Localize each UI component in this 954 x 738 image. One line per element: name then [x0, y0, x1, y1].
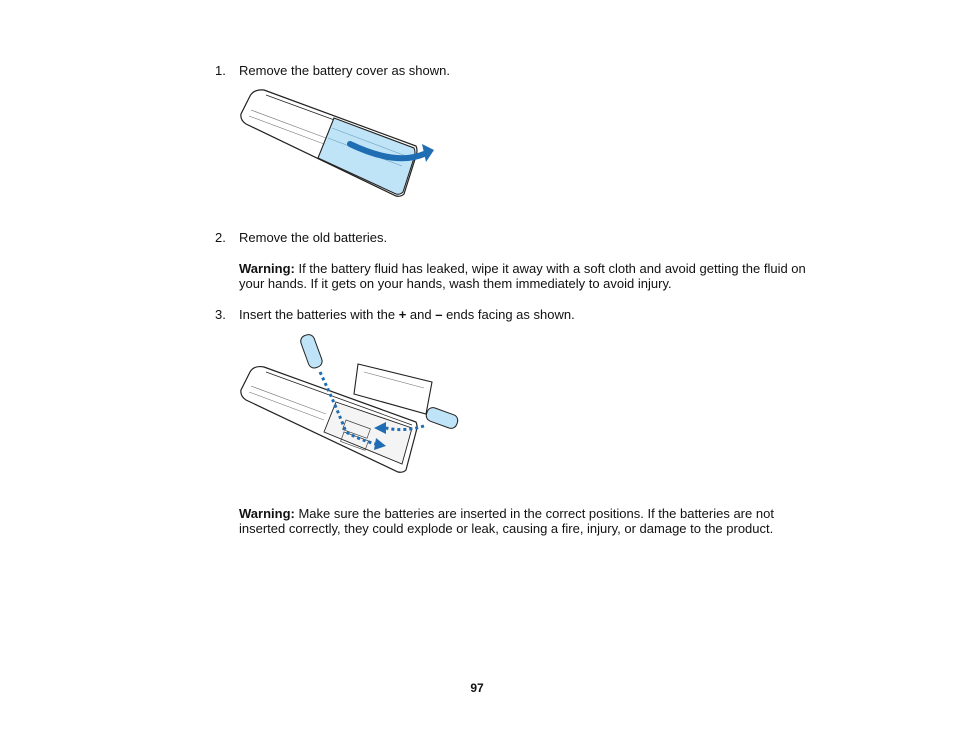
warning-positions — [239, 506, 819, 536]
warning-label: Warning: — [239, 261, 295, 276]
warning-fluid — [239, 261, 819, 291]
warning-text: Make sure the batteries are inserted in the correct positions. If the batteries are not inserted correctly, they could explode or leak, causing a fire, injury, or damage to the product. — [239, 506, 774, 536]
step-text: Remove the old batteries. — [239, 230, 388, 245]
remove-cover-illustration — [236, 86, 441, 201]
warning-label: Warning: — [239, 506, 295, 521]
step-text: Insert the batteries with the + and – ends facing as shown. — [239, 307, 575, 322]
insert-batteries-illustration — [236, 332, 468, 477]
step-text: Remove the battery cover as shown. — [239, 63, 450, 78]
step-number: 1. — [215, 63, 226, 78]
page-number: 97 — [470, 681, 484, 695]
step-number: 2. — [215, 230, 226, 245]
step-number: 3. — [215, 307, 226, 322]
warning-text: If the battery fluid has leaked, wipe it away with a soft cloth and avoid getting the fluid on your hands. If it gets on your hands, wash them immediately to avoid injury. — [239, 261, 806, 291]
